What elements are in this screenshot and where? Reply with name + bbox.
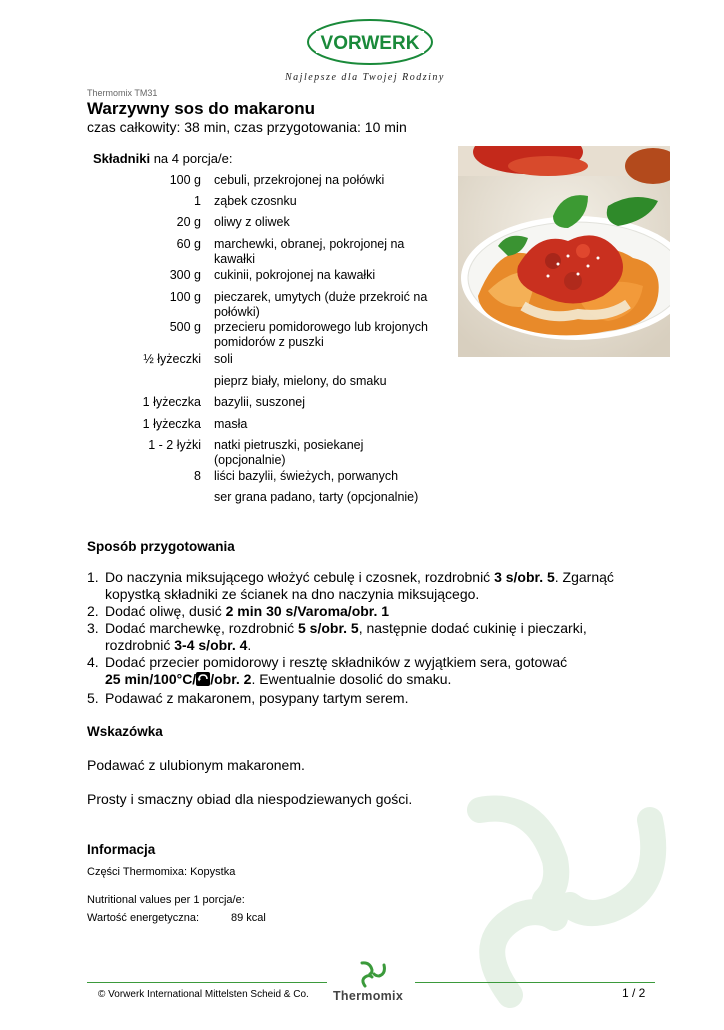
step-5 xyxy=(87,690,647,707)
info-heading: Informacja xyxy=(87,842,156,857)
step-setting: 3-4 s/obr. 4 xyxy=(174,637,248,653)
step-setting: 3 s/obr. 5 xyxy=(494,569,555,585)
ingredient-name: masła xyxy=(214,417,248,431)
step-text: Dodać przecier pomidorowy i resztę składników z wyjątkiem sera, gotować xyxy=(105,654,568,670)
step-1 xyxy=(87,569,647,603)
ingredient-name: liści bazylii, świeżych, porwanych xyxy=(214,469,399,483)
ingredient-quantity: 500 g xyxy=(169,320,201,334)
preparation-heading: Sposób przygotowania xyxy=(87,539,235,554)
step-setting: 2 min 30 s/Varoma/obr. 1 xyxy=(225,603,390,619)
ingredients-label: Składniki xyxy=(93,151,151,166)
energy-label: Wartość energetyczna: xyxy=(87,912,200,924)
footer-divider xyxy=(415,982,655,983)
thermomix-parts: Części Thermomixa: Kopystka xyxy=(87,866,236,878)
reverse-rotation-icon xyxy=(196,672,210,690)
step-text: . Zgarnąć kopystką składniki ze ścianek na dno naczynia miksującego. xyxy=(105,569,614,602)
thermomix-watermark-icon xyxy=(440,780,690,1025)
recipe-times: czas całkowity: 38 min, czas przygotowania: 10 min xyxy=(87,119,407,135)
page-number: 1 / 2 xyxy=(622,986,646,1000)
ingredient-name: ser grana padano, tarty (opcjonalnie) xyxy=(214,490,419,504)
step-setting: 5 s/obr. 5 xyxy=(297,620,359,636)
step-text: , następnie dodać cukinię i pieczarki, rozdrobnić xyxy=(105,620,587,653)
ingredient-quantity: 100 g xyxy=(169,173,201,187)
nutrition-label: Nutritional values per 1 porcja/e: xyxy=(87,894,245,906)
ingredient-name: cukinii, pokrojonej na kawałki xyxy=(214,268,376,282)
ingredient-quantity: 20 g xyxy=(176,215,201,229)
step-text: . Ewentualnie dosolić do smaku. xyxy=(251,671,452,687)
step-number: 3. xyxy=(87,620,99,636)
ingredient-name: natki pietruszki, posiekanej (opcjonalnie) xyxy=(214,438,364,467)
step-text: Dodać oliwę, dusić xyxy=(105,603,226,619)
tagline: Najlepsze dla Twojej Rodziny xyxy=(285,72,445,83)
step-number: 1. xyxy=(87,569,99,585)
preparation-steps xyxy=(87,569,647,707)
thermomix-logo-text: Thermomix xyxy=(333,989,404,1003)
ingredient-name: przecieru pomidorowego lub krojonych pomidorów z puszki xyxy=(214,320,429,349)
step-text: . xyxy=(247,637,252,653)
brand-text: VORWERK xyxy=(320,33,420,54)
step-number: 5. xyxy=(87,690,99,706)
ingredient-quantity: 8 xyxy=(194,469,201,483)
ingredient-quantity: 1 łyżeczka xyxy=(142,395,201,409)
footer-divider xyxy=(87,982,327,983)
ingredient-name: bazylii, suszonej xyxy=(214,395,306,409)
ingredient-name: pieprz biały, mielony, do smaku xyxy=(214,374,387,388)
ingredients-header xyxy=(93,151,232,166)
step-3 xyxy=(87,620,647,654)
step-text: Dodać marchewkę, rozdrobnić xyxy=(105,620,298,636)
ingredient-quantity: 100 g xyxy=(169,290,201,304)
step-setting: /obr. 2 xyxy=(210,671,252,687)
tip-line: Podawać z ulubionym makaronem. xyxy=(87,757,305,773)
step-4 xyxy=(87,654,647,690)
step-setting: 25 min/100°C/ xyxy=(105,671,197,687)
energy-value: 89 kcal xyxy=(231,912,266,924)
ingredient-quantity: 1 - 2 łyżki xyxy=(148,438,201,452)
food-photo xyxy=(458,146,670,357)
copyright: © Vorwerk International Mittelsten Scheid & Co. xyxy=(98,989,309,1000)
ingredient-quantity: 1 łyżeczka xyxy=(142,417,201,431)
ingredient-name: oliwy z oliwek xyxy=(214,215,290,229)
recipe-title: Warzywny sos do makaronu xyxy=(87,99,315,118)
ingredient-quantity: 300 g xyxy=(169,268,201,282)
ingredient-name: cebuli, przekrojonej na połówki xyxy=(214,173,385,187)
ingredient-quantity: ½ łyżeczki xyxy=(143,352,201,366)
step-number: 4. xyxy=(87,654,99,670)
source-label: Thermomix TM31 xyxy=(87,88,158,98)
vorwerk-logo xyxy=(300,18,440,68)
ingredients-portion: na 4 porcja/e: xyxy=(150,151,233,166)
step-number: 2. xyxy=(87,603,99,619)
ingredient-name: ząbek czosnku xyxy=(214,194,297,208)
step-text: Do naczynia miksującego włożyć cebulę i czosnek, rozdrobnić xyxy=(105,569,495,585)
ingredient-quantity: 60 g xyxy=(176,237,201,251)
ingredient-quantity: 1 xyxy=(194,194,201,208)
ingredient-name: soli xyxy=(214,352,233,366)
tip-heading: Wskazówka xyxy=(87,724,163,739)
step-2 xyxy=(87,603,647,620)
step-text: Podawać z makaronem, posypany tartym serem. xyxy=(105,690,409,706)
ingredient-name: pieczarek, umytych (duże przekroić na połówki) xyxy=(214,290,428,319)
tip-line: Prosty i smaczny obiad dla niespodziewanych gości. xyxy=(87,791,413,807)
ingredient-name: marchewki, obranej, pokrojonej na kawałki xyxy=(214,237,405,266)
